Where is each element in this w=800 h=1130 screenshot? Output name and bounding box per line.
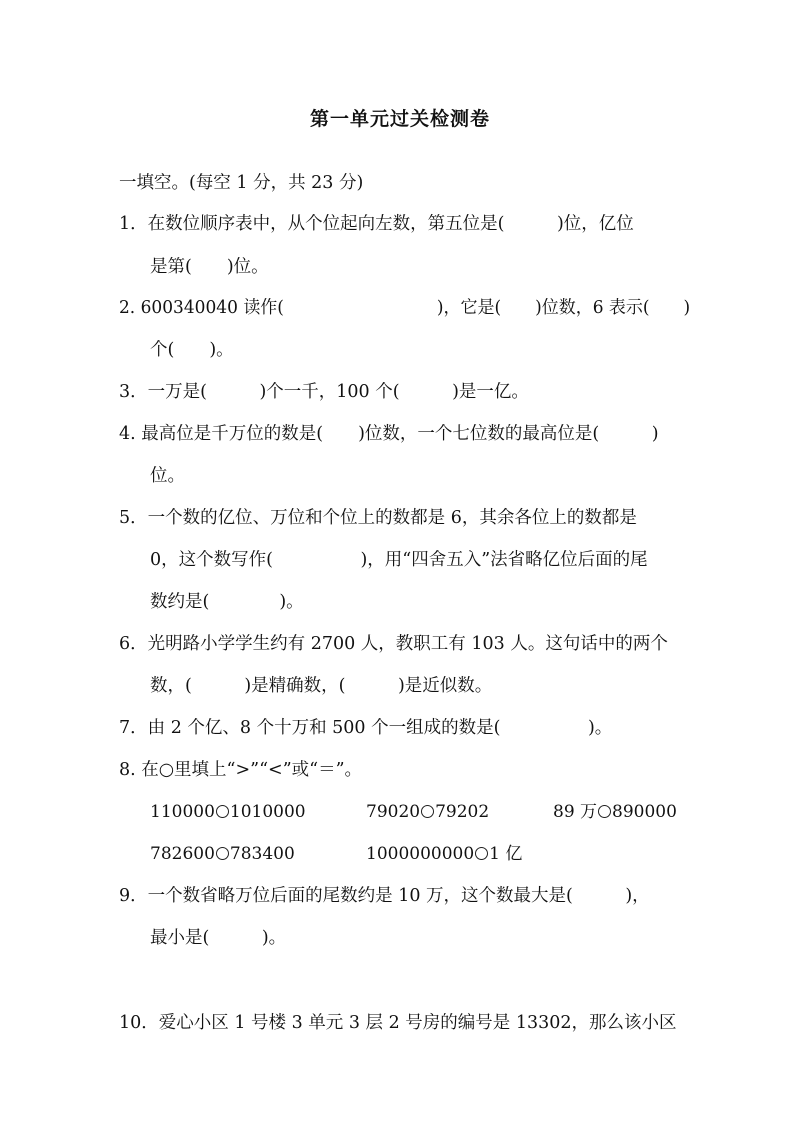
compare-left: 782600 bbox=[150, 844, 215, 864]
compare-circle-icon[interactable] bbox=[598, 805, 611, 818]
compare-item bbox=[553, 800, 677, 824]
compare-left: 79020 bbox=[366, 802, 421, 822]
question-4-line-1: 4. 最高位是千万位的数是( )位数，一个七位数的最高位是( ) bbox=[119, 424, 659, 444]
compare-circle-icon[interactable] bbox=[216, 847, 229, 860]
compare-item bbox=[150, 800, 306, 824]
compare-left: 89 万 bbox=[553, 802, 598, 822]
compare-circle-icon[interactable] bbox=[421, 805, 434, 818]
question-6-line-1: 6．光明路小学学生约有 2700 人，教职工有 103 人。这句话中的两个 bbox=[119, 634, 668, 654]
section-heading: 一填空。(每空 1 分，共 23 分) bbox=[119, 173, 364, 193]
page-title: 第一单元过关检测卷 bbox=[309, 108, 490, 130]
question-5-line-2: 0，这个数写作( )，用“四舍五入”法省略亿位后面的尾 bbox=[150, 550, 648, 570]
compare-item bbox=[366, 800, 489, 824]
compare-right: 783400 bbox=[229, 844, 295, 864]
compare-right: 1010000 bbox=[229, 802, 306, 822]
question-2-line-2: 个( )。 bbox=[150, 340, 234, 360]
compare-circle-icon[interactable] bbox=[216, 805, 229, 818]
compare-item bbox=[150, 842, 295, 866]
question-5-line-1: 5．一个数的亿位、万位和个位上的数都是 6，其余各位上的数都是 bbox=[119, 508, 637, 528]
compare-circle-icon[interactable] bbox=[475, 847, 488, 860]
question-8-line-1: 8. 在○里填上“>”“<”或“＝”。 bbox=[119, 760, 363, 780]
compare-right: 79202 bbox=[435, 802, 490, 822]
question-10-line-1: 10．爱心小区 1 号楼 3 单元 3 层 2 号房的编号是 13302，那么该小区 bbox=[119, 1013, 677, 1033]
compare-right: 1 亿 bbox=[489, 844, 523, 864]
question-9-line-1: 9．一个数省略万位后面的尾数约是 10 万，这个数最大是( )， bbox=[119, 886, 650, 906]
compare-left: 1000000000 bbox=[366, 844, 475, 864]
question-2-line-1: 2. 600340040 读作( )，它是( )位数，6 表示( ) bbox=[119, 298, 691, 318]
question-9-line-2: 最小是( )。 bbox=[150, 928, 287, 948]
question-7-line-1: 7．由 2 个亿、8 个十万和 500 个一组成的数是( )。 bbox=[119, 718, 613, 738]
compare-right: 890000 bbox=[612, 802, 677, 822]
question-5-line-3: 数约是( )。 bbox=[150, 592, 304, 612]
question-4-line-2: 位。 bbox=[150, 466, 185, 486]
question-1-line-1: 1．在数位顺序表中，从个位起向左数，第五位是( )位，亿位 bbox=[119, 214, 634, 234]
question-6-line-2: 数，( )是精确数，( )是近似数。 bbox=[150, 676, 493, 696]
compare-left: 110000 bbox=[150, 802, 215, 822]
question-1-line-2: 是第( )位。 bbox=[150, 257, 269, 277]
question-3-line-1: 3．一万是( )个一千，100 个( )是一亿。 bbox=[119, 382, 529, 402]
compare-item bbox=[366, 842, 522, 866]
